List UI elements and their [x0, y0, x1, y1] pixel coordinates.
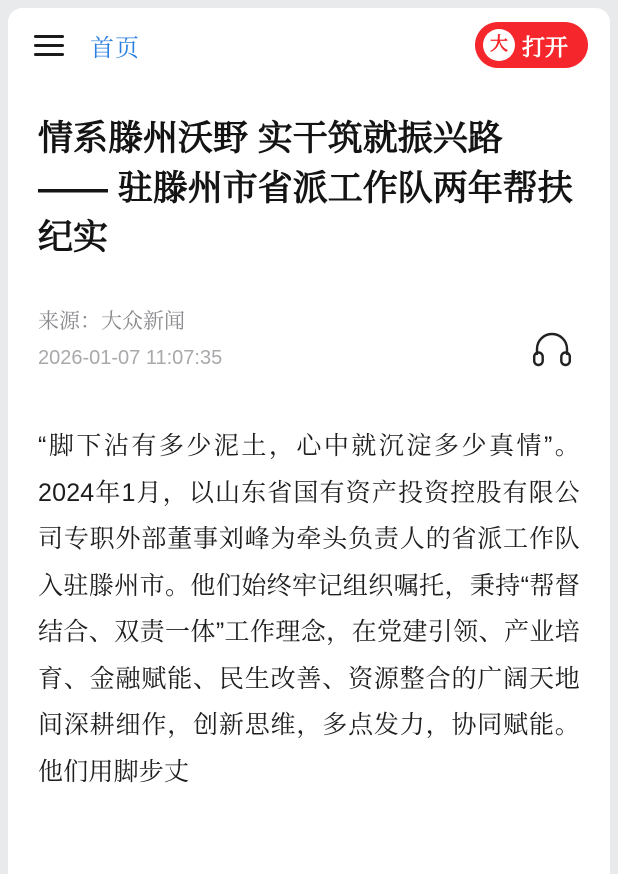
hamburger-line: [34, 44, 64, 47]
hamburger-line: [34, 53, 64, 56]
article-timestamp: 2026-01-07 11:07:35: [38, 347, 223, 370]
home-link[interactable]: 首页: [90, 34, 140, 62]
open-app-button[interactable]: [475, 22, 588, 68]
headphones-icon[interactable]: [530, 327, 574, 371]
article-body: “脚下沾有多少泥土，心中就沉淀多少真情”。2024年1月，以山东省国有资产投资控股有限公司专职外部董事刘峰为牵头负责人的省派工作队入驻滕州市。他们始终牢记组织嘱托，秉持“帮督结合、双责一体”工作理念，在党建引领、产业培育、金融赋能、民生改善、资源整合的广阔天地间深耕细作，创新思维，多点发力，协同赋能。他们用脚步丈: [38, 432, 580, 786]
open-app-button-label: 打开: [522, 33, 568, 60]
article-content: [8, 82, 610, 795]
dazhong-logo-glyph: 大: [490, 34, 508, 55]
article-meta: [38, 309, 580, 371]
hamburger-menu-icon[interactable]: [34, 33, 64, 57]
page-title: 情系滕州沃野 实干筑就振兴路 —— 驻滕州市省派工作队两年帮扶纪实: [38, 119, 573, 258]
top-navigation-bar: [8, 8, 610, 82]
hamburger-line: [34, 35, 64, 38]
article-page-container: [8, 8, 610, 874]
article-source: 来源：大众新闻: [38, 310, 185, 334]
dazhong-logo-icon: [483, 29, 515, 61]
article-meta-text: [38, 309, 222, 370]
